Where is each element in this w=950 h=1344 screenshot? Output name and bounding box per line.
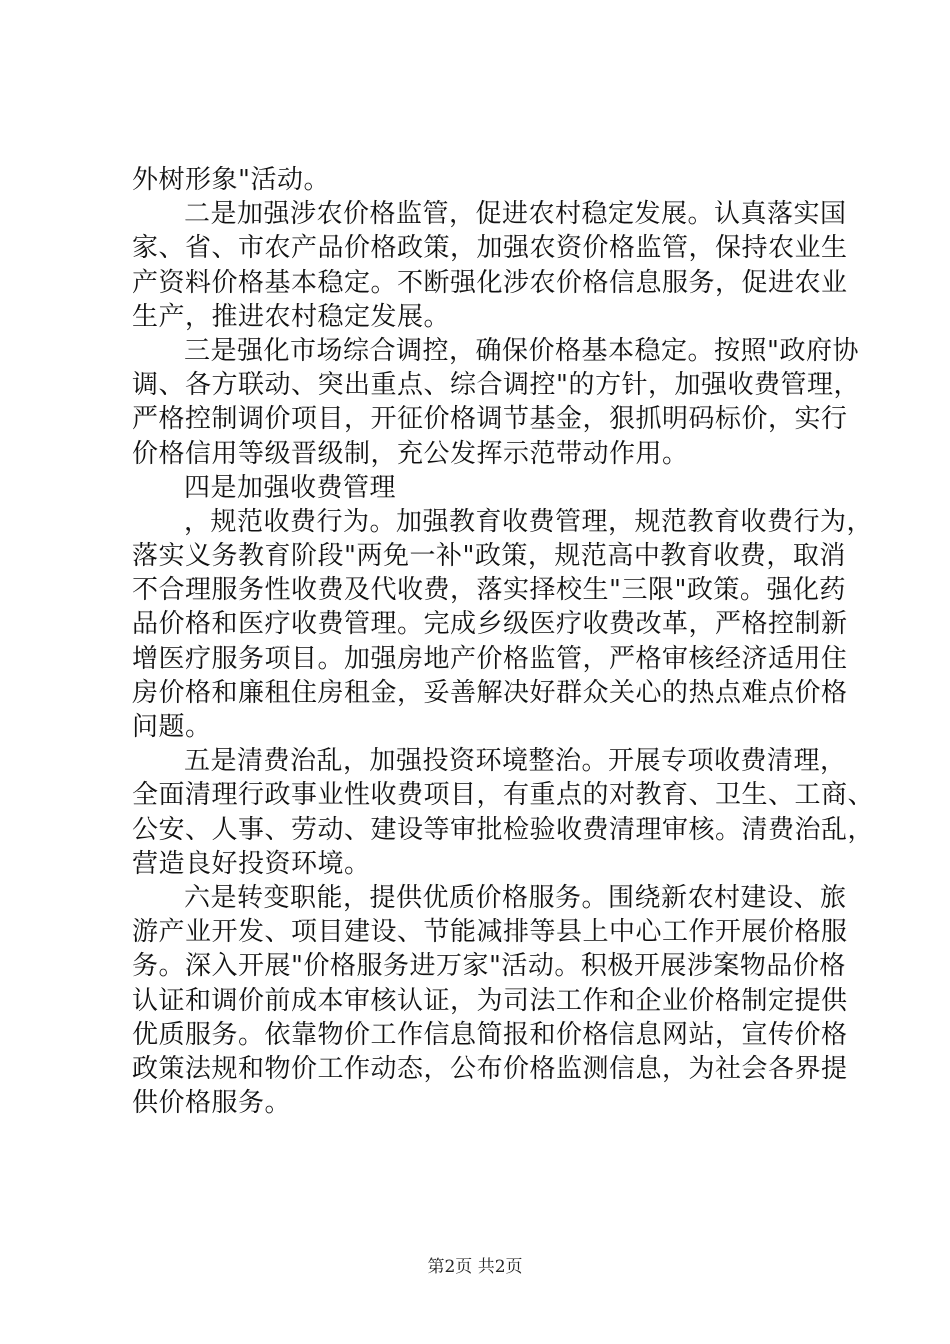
page-footer: 第2页 共2页 bbox=[427, 1257, 523, 1277]
text-line: 三是强化市场综合调控，确保价格基本稳定。按照"政府协 bbox=[184, 335, 859, 366]
text-line: 五是清费治乱，加强投资环境整治。开展专项收费清理， bbox=[184, 746, 847, 777]
text-line: 生产，推进农村稳定发展。 bbox=[132, 301, 451, 332]
text-line: 品价格和医疗收费管理。完成乡级医疗收费改革，严格控制新 bbox=[132, 609, 848, 640]
text-line: 外树形象"活动。 bbox=[132, 165, 330, 195]
text-line: 政策法规和物价工作动态，公布价格监测信息，为社会各界提 bbox=[132, 1053, 848, 1084]
text-line: 优质服务。依靠物价工作信息简报和价格信息网站，宣传价格 bbox=[132, 1019, 848, 1050]
text-line: 四是加强收费管理 bbox=[184, 472, 397, 503]
text-line: 公安、人事、劳动、建设等审批检验收费清理审核。清费治乱， bbox=[132, 814, 875, 845]
text-line: 问题。 bbox=[132, 712, 212, 742]
text-line: 营造良好投资环境。 bbox=[132, 848, 371, 879]
text-line: 产资料价格基本稳定。不断强化涉农价格信息服务，促进农业 bbox=[132, 267, 848, 298]
text-line: 不合理服务性收费及代收费，落实择校生"三限"政策。强化药 bbox=[132, 575, 846, 606]
text-line: 供价格服务。 bbox=[132, 1088, 292, 1119]
text-line: 全面清理行政事业性收费项目，有重点的对教育、卫生、工商、 bbox=[132, 780, 875, 811]
text-line: 二是加强涉农价格监管，促进农村稳定发展。认真落实国 bbox=[184, 199, 847, 230]
document-body bbox=[132, 163, 875, 1120]
text-line: 调、各方联动、突出重点、综合调控"的方针，加强收费管理， bbox=[132, 370, 860, 401]
text-line: 六是转变职能，提供优质价格服务。围绕新农村建设、旅 bbox=[184, 882, 847, 913]
text-line: 价格信用等级晋级制，充公发挥示范带动作用。 bbox=[132, 438, 689, 469]
text-line: 严格控制调价项目，开征价格调节基金，狠抓明码标价，实行 bbox=[132, 404, 848, 435]
text-line: 家、省、市农产品价格政策，加强农资价格监管，保持农业生 bbox=[132, 233, 848, 264]
text-line: 认证和调价前成本审核认证，为司法工作和企业价格制定提供 bbox=[132, 985, 848, 1016]
text-line: 务。深入开展"价格服务进万家"活动。积极开展涉案物品价格 bbox=[132, 951, 846, 982]
text-line: 增医疗服务项目。加强房地产价格监管，严格审核经济适用住 bbox=[132, 643, 848, 674]
text-line: 落实义务教育阶段"两免一补"政策，规范高中教育收费，取消 bbox=[132, 541, 846, 572]
text-line: ，规范收费行为。加强教育收费管理，规范教育收费行为， bbox=[184, 506, 874, 537]
text-line: 游产业开发、项目建设、节能减排等县上中心工作开展价格服 bbox=[132, 917, 848, 948]
text-line: 房价格和廉租住房租金，妥善解决好群众关心的热点难点价格 bbox=[132, 677, 848, 708]
